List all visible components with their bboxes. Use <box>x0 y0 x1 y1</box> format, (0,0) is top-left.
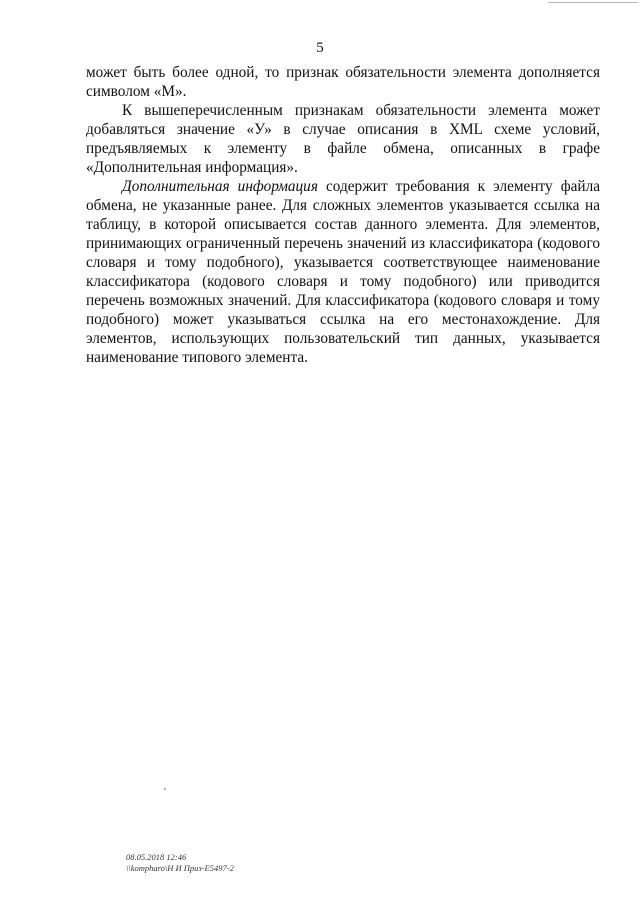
scan-speck <box>164 788 166 790</box>
paragraph-additional-info <box>86 177 600 367</box>
body-text <box>86 63 600 367</box>
footer-timestamp: 08.05.2018 12:46 <box>126 852 187 862</box>
scan-edge-mark <box>548 2 638 3</box>
document-footer <box>126 852 234 874</box>
footer-file-path: \\kompharo\Н И Приз-Е5497-2 <box>126 863 234 873</box>
paragraph-continuation: может быть более одной, то признак обязательности элемента дополняется символом «М». <box>86 64 600 100</box>
page-number: 5 <box>316 40 324 56</box>
term-additional-info: Дополнительная информация <box>122 178 318 195</box>
paragraph-requirement-value: К вышеперечисленным признакам обязательности элемента может добавляться значение «У» в случае описания в XML схеме условий, предъявляемых к элементу в файле обмена, описанных в графе «Дополнительная информация». <box>86 102 600 176</box>
paragraph-additional-info-text: содержит требования к элементу файла обмена, не указанные ранее. Для сложных элементов указывается ссылка на таблицу, в которой описывается состав данного элемента. Для элементов, принимающих ограниченный перечень значений из классификатора (кодового словаря и тому подобного), указывается соответствующее наименование классификатора (кодового словаря и тому подобного) или приводится перечень возможных значений. Для классификатора (кодового словаря и тому подобного) может указываться ссылка на его местонахождение. Для элементов, использующих пользовательский тип данных, указывается наименование типового элемента. <box>86 178 600 366</box>
